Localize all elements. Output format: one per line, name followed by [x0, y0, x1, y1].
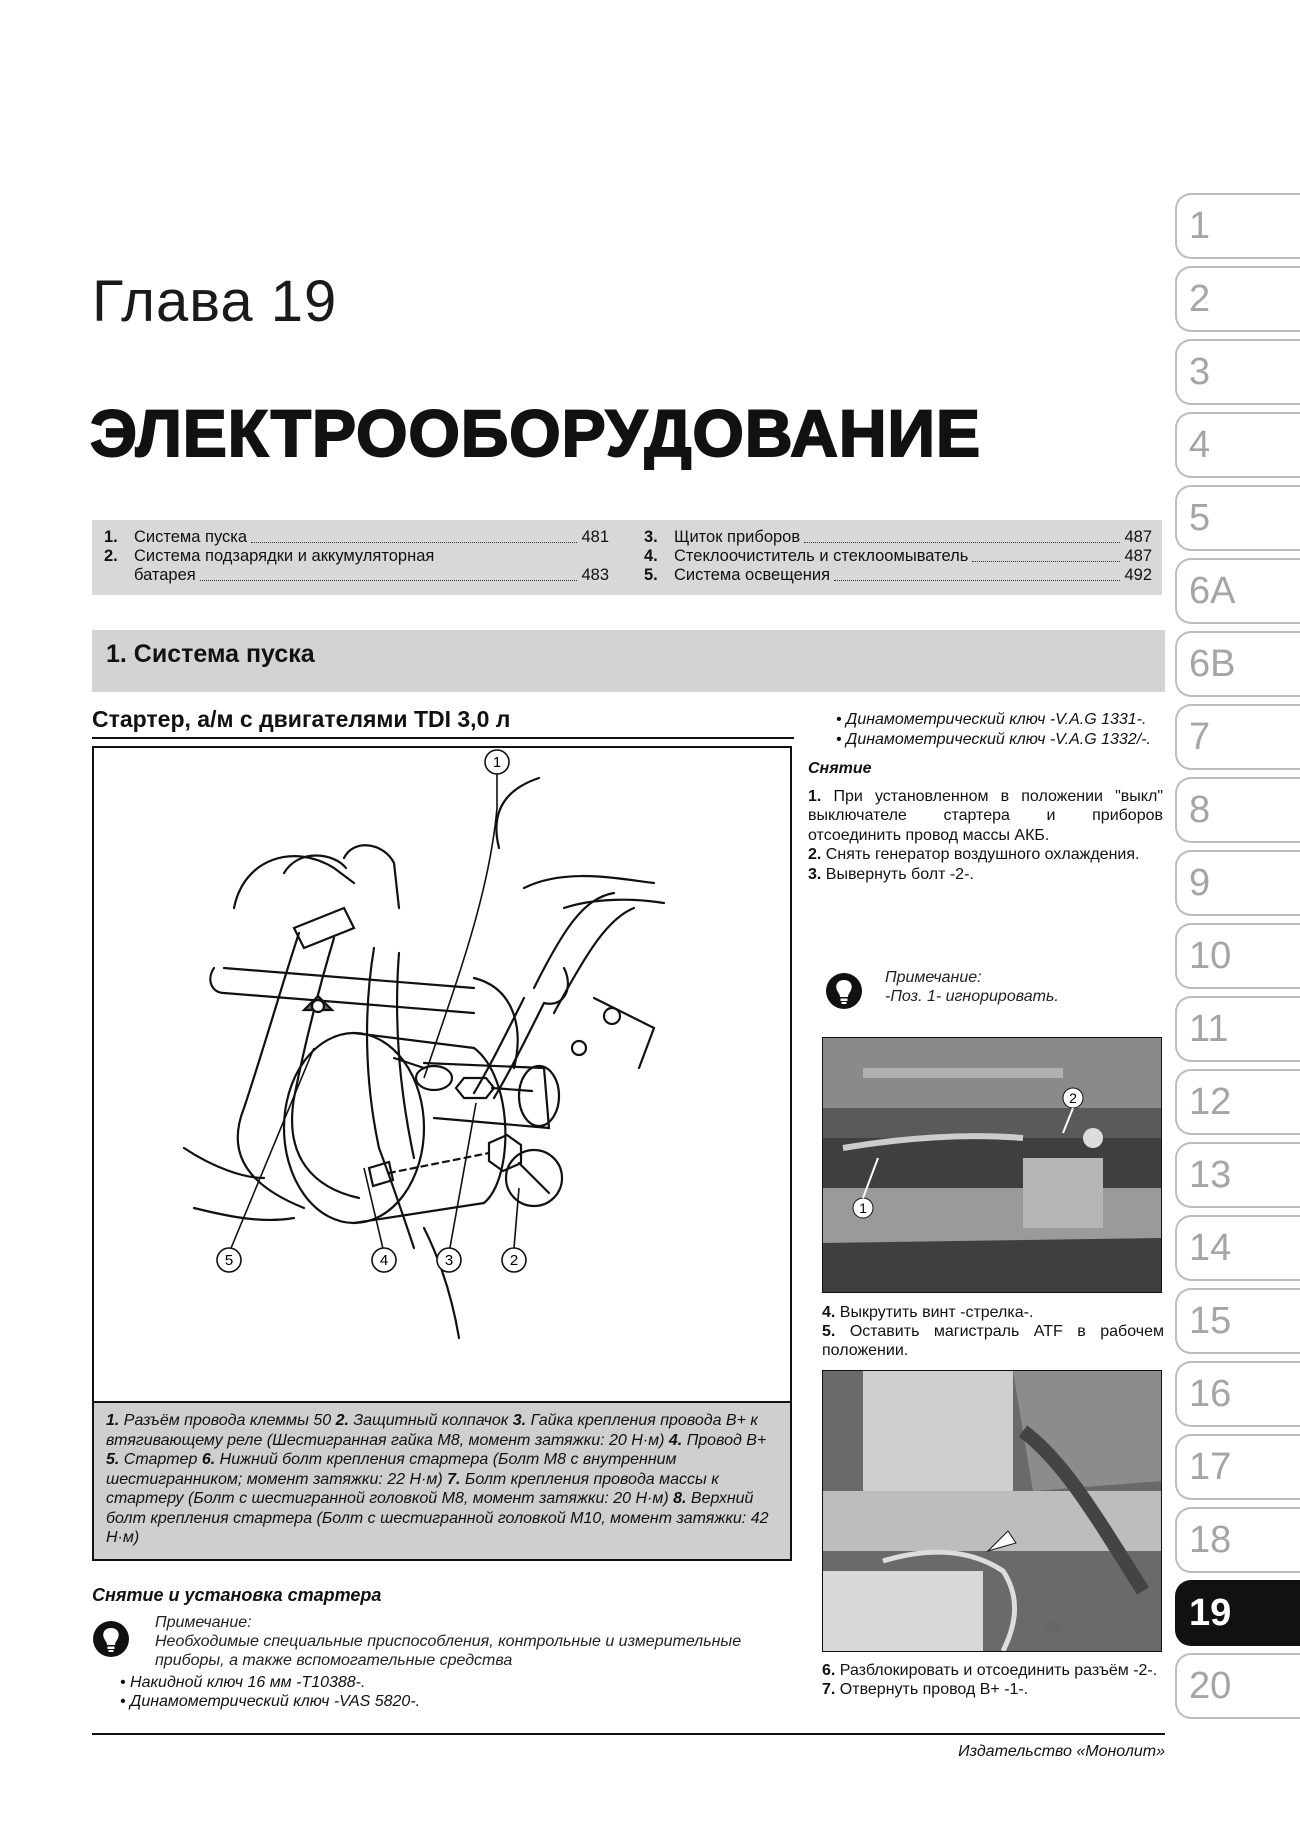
note-label: Примечание:	[885, 969, 982, 986]
toc-page: 487	[1124, 547, 1152, 565]
toc-leader	[251, 542, 577, 543]
step-item	[808, 845, 1163, 865]
toc-number: 3.	[644, 528, 658, 546]
chapter-tab-17[interactable]: 17	[1175, 1434, 1300, 1500]
toc-page: 487	[1124, 528, 1152, 546]
step-number: 7.	[822, 1681, 836, 1698]
step-item	[822, 1661, 1164, 1680]
publisher-footer: Издательство «Монолит»	[958, 1743, 1165, 1760]
starter-figure	[92, 746, 792, 1403]
toc-number: 1.	[104, 528, 118, 546]
toc-leader	[834, 580, 1120, 581]
toc-title: Система освещения	[674, 566, 831, 584]
chapter-tab-15[interactable]: 15	[1175, 1288, 1300, 1354]
caption-text: Нижний болт крепления стартера (Болт M8 с внутренним шестигранником; момент затяжки: 22 Н·м)	[106, 1451, 677, 1488]
step-item	[822, 1680, 1164, 1699]
toc-leader	[200, 580, 578, 581]
chapter-tab-12[interactable]: 12	[1175, 1069, 1300, 1135]
toc-title: батарея	[134, 566, 196, 584]
list-item: • Накидной ключ 16 мм -T10388-.	[120, 1674, 366, 1691]
step-text: При установленном в положении "выкл" выключателе стартера и приборов отсоединить провод массы АКБ.	[808, 787, 1163, 844]
caption-number: 2.	[335, 1412, 349, 1429]
note-block	[155, 1613, 795, 1670]
svg-text:2: 2	[509, 1252, 519, 1269]
chapter-label: Глава 19	[92, 269, 338, 334]
caption-number: 7.	[447, 1470, 461, 1488]
chapter-tab-20[interactable]: 20	[1175, 1653, 1300, 1719]
step-number: 6.	[822, 1662, 836, 1679]
chapter-tab-10[interactable]: 10	[1175, 923, 1300, 989]
caption-number: 8.	[673, 1490, 687, 1507]
chapter-tab-14[interactable]: 14	[1175, 1215, 1300, 1281]
caption-text: Болт крепления провода массы к стартеру (Болт с шестигранной головкой M8, момент затяжки: 20 Н·м)	[106, 1470, 719, 1507]
callout-5	[217, 1248, 241, 1272]
tools-list	[120, 1673, 760, 1711]
chapter-tab-16[interactable]: 16	[1175, 1361, 1300, 1427]
toc-leader	[972, 561, 1120, 562]
toc-page: 481	[581, 528, 609, 546]
caption-text: Стартер	[123, 1451, 202, 1468]
toc-entry[interactable]	[104, 528, 609, 547]
chapter-tab-7[interactable]: 7	[1175, 704, 1300, 770]
photo-engine-bay-bolt	[822, 1037, 1162, 1293]
tool-name: Динамометрический ключ -V.A.G 1331-.	[846, 711, 1147, 728]
lightbulb-note-icon	[825, 972, 863, 1010]
list-item: • Динамометрический ключ -V.A.G 1332/-.	[836, 730, 1151, 748]
callout-2	[502, 1248, 526, 1272]
chapter-tab-6a[interactable]: 6A	[1175, 558, 1300, 624]
step-number: 4.	[822, 1304, 836, 1321]
footer-rule	[92, 1733, 1165, 1735]
chapter-tab-2[interactable]: 2	[1175, 266, 1300, 332]
step-item	[808, 787, 1163, 846]
toc-number: 4.	[644, 547, 658, 565]
removal-installation-heading: Снятие и установка стартера	[92, 1585, 382, 1605]
note-text: Необходимые специальные приспособления, контрольные и измерительные приборы, а также вспомогательные средства	[155, 1633, 742, 1669]
toc-column-left	[104, 528, 609, 585]
toc-title: Щиток приборов	[674, 528, 801, 546]
caption-text: Гайка крепления провода B+ к втягивающему реле (Шестигранная гайка M8, момент затяжки: 20 Н·м)	[106, 1412, 758, 1449]
toc-entry[interactable]	[644, 547, 1152, 566]
callout-4	[372, 1248, 396, 1272]
toc-page: 483	[581, 566, 609, 584]
list-item: • Динамометрический ключ -V.A.G 1331-.	[836, 711, 1147, 728]
chapter-tab-3[interactable]: 3	[1175, 339, 1300, 405]
svg-text:3: 3	[444, 1252, 454, 1269]
starter-line-drawing	[94, 748, 790, 1401]
step-item	[808, 865, 1163, 885]
chapter-contents	[92, 520, 1162, 595]
lightbulb-note-icon	[92, 1620, 130, 1658]
chapter-tab-19[interactable]: 19	[1175, 1580, 1300, 1646]
toc-number: 2.	[104, 547, 118, 565]
list-item: • Динамометрический ключ -VAS 5820-.	[120, 1693, 421, 1710]
toc-entry-continued[interactable]	[104, 566, 609, 585]
tool-name: Динамометрический ключ -VAS 5820-.	[130, 1693, 421, 1710]
chapter-tab-13[interactable]: 13	[1175, 1142, 1300, 1208]
chapter-tab-18[interactable]: 18	[1175, 1507, 1300, 1573]
caption-text: Защитный колпачок	[353, 1412, 513, 1429]
step-text: Разблокировать и отсоединить разъём -2-.	[839, 1662, 1158, 1679]
callout-1	[485, 750, 509, 774]
toc-page: 492	[1124, 566, 1152, 584]
chapter-tab-8[interactable]: 8	[1175, 777, 1300, 843]
caption-text: Верхний болт крепления стартера (Болт с шестигранной головкой M10, момент затяжки: 42 Н·м)	[106, 1490, 769, 1546]
tool-name: Динамометрический ключ -V.A.G 1332/-.	[846, 730, 1151, 748]
caption-text: Разъём провода клеммы 50	[123, 1412, 336, 1429]
steps-6-7	[822, 1661, 1164, 1699]
step-text: Отвернуть провод B+ -1-.	[839, 1681, 1029, 1698]
chapter-tab-9[interactable]: 9	[1175, 850, 1300, 916]
toc-number: 5.	[644, 566, 658, 584]
subsection-title: Стартер, а/м с двигателями TDI 3,0 л	[92, 706, 794, 739]
chapter-tab-5[interactable]: 5	[1175, 485, 1300, 551]
caption-number: 1.	[106, 1412, 120, 1429]
chapter-tab-11[interactable]: 11	[1175, 996, 1300, 1062]
step-text: Оставить магистраль ATF в рабочем положении.	[822, 1323, 1164, 1359]
steps-4-5	[822, 1303, 1164, 1360]
note-label: Примечание:	[155, 1614, 252, 1631]
step-number: 2.	[808, 846, 822, 863]
step-number: 1.	[808, 787, 822, 805]
toc-title: Система подзарядки и аккумуляторная	[134, 547, 435, 565]
caption-text: Провод B+	[686, 1431, 767, 1449]
photo-label: 2	[1069, 1090, 1077, 1106]
chapter-tab-6b[interactable]: 6B	[1175, 631, 1300, 697]
step-item	[822, 1322, 1164, 1360]
note-block	[885, 968, 1165, 1006]
caption-number: 6.	[201, 1451, 216, 1468]
right-column	[808, 710, 1163, 884]
toc-entry[interactable]	[644, 528, 1152, 547]
toc-entry[interactable]	[644, 566, 1152, 585]
toc-entry[interactable]	[104, 547, 609, 566]
caption-number: 4.	[668, 1431, 683, 1449]
chapter-title: ЭЛЕКТРООБОРУДОВАНИЕ	[90, 396, 981, 470]
caption-number: 5.	[106, 1451, 120, 1468]
toc-leader	[804, 542, 1120, 543]
step-number: 3.	[808, 865, 822, 883]
chapter-tab-4[interactable]: 4	[1175, 412, 1300, 478]
toc-title: Система пуска	[134, 528, 248, 546]
chapter-tab-1[interactable]: 1	[1175, 193, 1300, 259]
tool-name: Накидной ключ 16 мм -T10388-.	[130, 1674, 366, 1691]
step-item	[822, 1303, 1164, 1322]
note-text: -Поз. 1- игнорировать.	[885, 988, 1059, 1005]
toc-title: Стеклоочиститель и стеклоомыватель	[674, 547, 969, 565]
caption-number: 3.	[512, 1412, 527, 1429]
step-text: Вывернуть болт -2-.	[825, 865, 974, 883]
svg-text:1: 1	[492, 754, 502, 771]
callout-3	[437, 1248, 461, 1272]
svg-text:5: 5	[224, 1252, 234, 1269]
svg-text:4: 4	[379, 1252, 389, 1269]
toc-column-right	[644, 528, 1152, 585]
section-title: 1. Система пуска	[106, 640, 315, 668]
removal-heading: Снятие	[808, 760, 872, 777]
step-number: 5.	[822, 1323, 836, 1340]
photo-label: 1	[859, 1200, 867, 1216]
figure-caption	[92, 1403, 792, 1561]
step-text: Снять генератор воздушного охлаждения.	[825, 846, 1140, 863]
step-text: Выкрутить винт -стрелка-.	[839, 1304, 1034, 1321]
photo-starter-connector	[822, 1370, 1162, 1652]
